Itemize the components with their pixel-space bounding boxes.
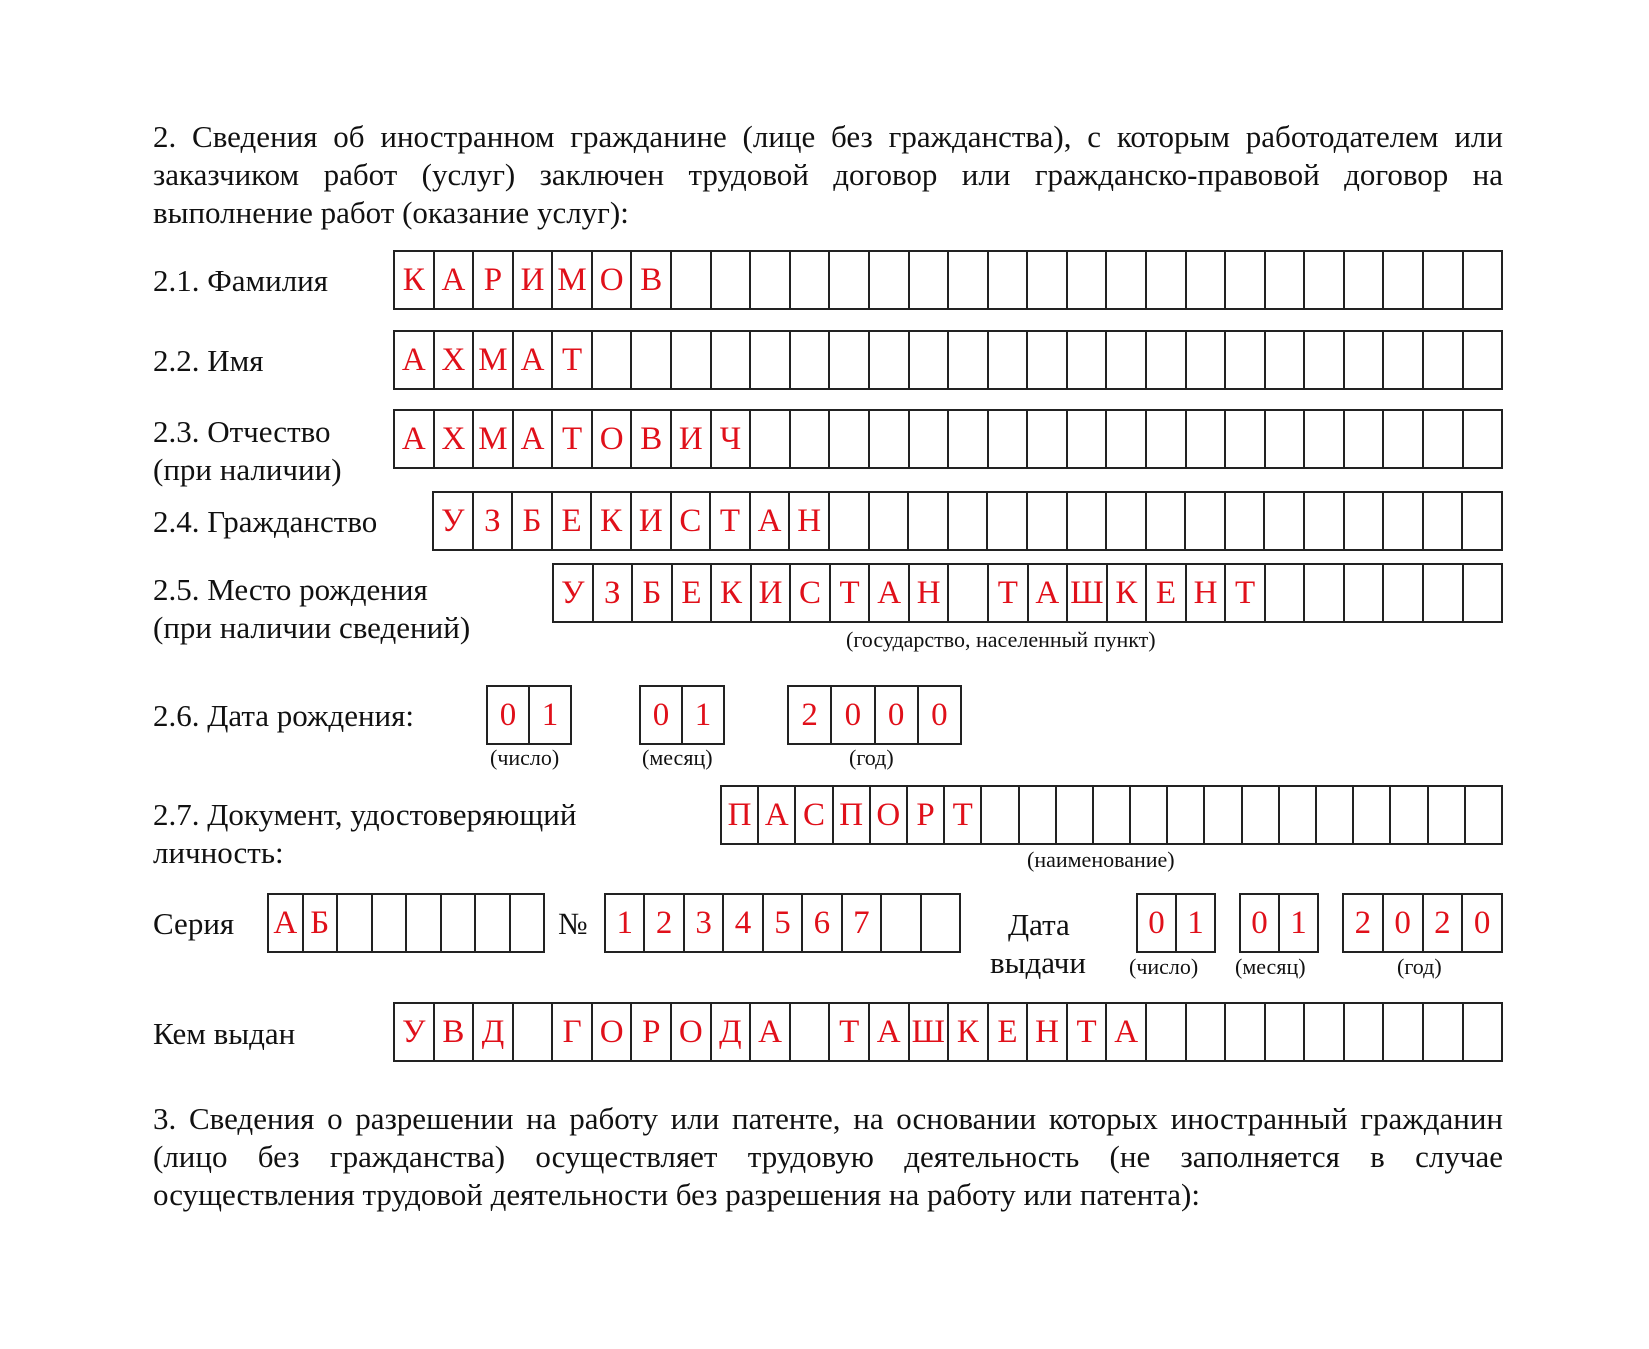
surname-cell[interactable]: [751, 252, 791, 308]
issued-by-field[interactable]: [393, 1002, 1503, 1062]
birth-day-caption: (число): [490, 745, 560, 770]
doc-name-cell[interactable]: [1243, 787, 1280, 843]
series-cell[interactable]: [338, 895, 373, 951]
patronymic-cell[interactable]: Х: [435, 411, 475, 467]
surname-label: 2.1. Фамилия: [153, 263, 329, 298]
surname-cell[interactable]: [1464, 252, 1504, 308]
birthplace-cell[interactable]: [1424, 565, 1464, 621]
name-cell[interactable]: [1147, 332, 1187, 388]
citizenship-cell[interactable]: У: [434, 493, 474, 549]
name-field[interactable]: [393, 330, 1503, 390]
birthplace-cell[interactable]: Н: [1187, 565, 1227, 621]
surname-cell[interactable]: [791, 252, 831, 308]
surname-cell[interactable]: [1068, 252, 1108, 308]
issued-by-cell[interactable]: А: [1107, 1004, 1147, 1060]
issued-by-cell[interactable]: У: [395, 1004, 435, 1060]
issued-by-cell[interactable]: [791, 1004, 831, 1060]
doc-name-cell[interactable]: [1020, 787, 1057, 843]
birthplace-cell[interactable]: Т: [831, 565, 871, 621]
series-label: Серия: [153, 906, 235, 941]
doc-name-cell[interactable]: [1131, 787, 1168, 843]
name-cell[interactable]: [751, 332, 791, 388]
surname-cell[interactable]: [1107, 252, 1147, 308]
doc-name-cell[interactable]: [1280, 787, 1317, 843]
citizenship-cell[interactable]: К: [592, 493, 632, 549]
issued-by-cell[interactable]: [1464, 1004, 1504, 1060]
citizenship-cell[interactable]: И: [632, 493, 672, 549]
birthplace-cell[interactable]: Е: [673, 565, 713, 621]
issue-month-cell[interactable]: 1: [1280, 895, 1319, 951]
issued-by-cell[interactable]: В: [435, 1004, 475, 1060]
document-name-field[interactable]: [720, 785, 1503, 845]
citizenship-cell[interactable]: Т: [711, 493, 751, 549]
birthplace-caption: (государство, населенный пункт): [846, 627, 1156, 652]
surname-cell[interactable]: [1345, 252, 1385, 308]
patronymic-cell[interactable]: [791, 411, 831, 467]
surname-cell[interactable]: [1424, 252, 1464, 308]
patronymic-field[interactable]: [393, 409, 1503, 469]
issue-day-caption: (число): [1129, 954, 1199, 979]
number-cell[interactable]: 4: [724, 895, 763, 951]
section-3-heading: 3. Сведения о разрешении на работу или патенте, на основании которых иностранный гражданин (лицо без гражданства) осуществляет трудовую деятельность (не заполняется в случае осуществления трудовой деятельности без разрешения на работу или патента):: [153, 1101, 1503, 1212]
issued-by-cell[interactable]: [1187, 1004, 1227, 1060]
surname-cell[interactable]: И: [514, 252, 554, 308]
birthplace-cell[interactable]: Б: [633, 565, 673, 621]
issue-year-cell[interactable]: 0: [1463, 895, 1503, 951]
patronymic-cell[interactable]: [830, 411, 870, 467]
doc-name-cell[interactable]: [1057, 787, 1094, 843]
issue-month-field[interactable]: [1239, 893, 1319, 953]
issued-by-cell[interactable]: Д: [712, 1004, 752, 1060]
surname-cell[interactable]: [672, 252, 712, 308]
birthplace-cell[interactable]: И: [752, 565, 792, 621]
patronymic-cell[interactable]: [1187, 411, 1227, 467]
name-cell[interactable]: [1226, 332, 1266, 388]
patronymic-cell[interactable]: Т: [553, 411, 593, 467]
patronymic-cell[interactable]: [949, 411, 989, 467]
document-label-2: личность:: [153, 835, 284, 870]
doc-name-cell[interactable]: П: [722, 787, 759, 843]
document-label: 2.7. Документ, удостоверяющий: [153, 797, 577, 832]
name-cell[interactable]: [910, 332, 950, 388]
issued-by-cell[interactable]: Е: [989, 1004, 1029, 1060]
series-cell[interactable]: Б: [304, 895, 339, 951]
issue-day-field[interactable]: [1136, 893, 1216, 953]
birthdate-label: 2.6. Дата рождения:: [153, 698, 415, 733]
issued-by-cell[interactable]: [1147, 1004, 1187, 1060]
series-cell[interactable]: [407, 895, 442, 951]
doc-name-cell[interactable]: Р: [908, 787, 945, 843]
birthplace-cell[interactable]: Е: [1147, 565, 1187, 621]
issue-date-label-2: выдачи: [990, 945, 1086, 980]
patronymic-cell[interactable]: В: [632, 411, 672, 467]
name-cell[interactable]: [1266, 332, 1306, 388]
issued-by-label: Кем выдан: [153, 1016, 296, 1051]
patronymic-cell[interactable]: [1028, 411, 1068, 467]
birth-month-cell[interactable]: 0: [641, 687, 683, 743]
surname-cell[interactable]: [1028, 252, 1068, 308]
birthplace-cell[interactable]: [1384, 565, 1424, 621]
birth-year-cell[interactable]: 0: [919, 687, 962, 743]
surname-cell[interactable]: М: [553, 252, 593, 308]
doc-name-cell[interactable]: [1168, 787, 1205, 843]
patronymic-cell[interactable]: [910, 411, 950, 467]
patronymic-cell[interactable]: [1266, 411, 1306, 467]
birth-year-cell[interactable]: 2: [789, 687, 832, 743]
birth-month-field[interactable]: [639, 685, 725, 745]
citizenship-cell[interactable]: [949, 493, 989, 549]
citizenship-cell[interactable]: [1384, 493, 1424, 549]
series-cell[interactable]: А: [269, 895, 304, 951]
birthplace-cell[interactable]: [1345, 565, 1385, 621]
issue-year-caption: (год): [1397, 954, 1442, 979]
issued-by-cell[interactable]: [1345, 1004, 1385, 1060]
issued-by-cell[interactable]: [1226, 1004, 1266, 1060]
surname-cell[interactable]: К: [395, 252, 435, 308]
surname-cell[interactable]: [712, 252, 752, 308]
surname-cell[interactable]: [949, 252, 989, 308]
doc-name-cell[interactable]: А: [759, 787, 796, 843]
surname-cell[interactable]: А: [435, 252, 475, 308]
number-cell[interactable]: 6: [803, 895, 842, 951]
birth-year-cell[interactable]: 0: [876, 687, 919, 743]
issued-by-cell[interactable]: А: [870, 1004, 910, 1060]
citizenship-cell[interactable]: [1186, 493, 1226, 549]
citizenship-cell[interactable]: [1265, 493, 1305, 549]
doc-name-cell[interactable]: [1429, 787, 1466, 843]
document-name-caption: (наименование): [1027, 847, 1175, 872]
section-2-heading: 2. Сведения об иностранном гражданине (лице без гражданства), с которым работодателем или заказчиком работ (услуг) заключен трудовой договор или гражданско-правовой договор на выполнение работ (оказание услуг):: [153, 119, 1503, 230]
patronymic-cell[interactable]: [751, 411, 791, 467]
citizenship-cell[interactable]: [909, 493, 949, 549]
surname-cell[interactable]: [830, 252, 870, 308]
citizenship-cell[interactable]: [1305, 493, 1345, 549]
patronymic-cell[interactable]: [1345, 411, 1385, 467]
issued-by-cell[interactable]: О: [593, 1004, 633, 1060]
patronymic-cell[interactable]: [1384, 411, 1424, 467]
birth-day-field[interactable]: [486, 685, 572, 745]
citizenship-cell[interactable]: [1028, 493, 1068, 549]
birthplace-field[interactable]: [552, 563, 1503, 623]
doc-name-cell[interactable]: [1354, 787, 1391, 843]
birth-day-cell[interactable]: 0: [488, 687, 530, 743]
doc-name-cell[interactable]: П: [834, 787, 871, 843]
surname-cell[interactable]: [1226, 252, 1266, 308]
surname-cell[interactable]: [1187, 252, 1227, 308]
doc-name-cell[interactable]: [1317, 787, 1354, 843]
patronymic-cell[interactable]: [1464, 411, 1504, 467]
doc-name-cell[interactable]: [1466, 787, 1503, 843]
surname-cell[interactable]: [1266, 252, 1306, 308]
name-cell[interactable]: [712, 332, 752, 388]
name-cell[interactable]: А: [395, 332, 435, 388]
patronymic-cell[interactable]: [1107, 411, 1147, 467]
issued-by-cell[interactable]: [1266, 1004, 1306, 1060]
name-cell[interactable]: [1068, 332, 1108, 388]
birthplace-cell[interactable]: С: [791, 565, 831, 621]
birthplace-cell[interactable]: К: [712, 565, 752, 621]
issued-by-cell[interactable]: Г: [553, 1004, 593, 1060]
citizenship-cell[interactable]: [1424, 493, 1464, 549]
surname-field[interactable]: [393, 250, 1503, 310]
patronymic-cell[interactable]: О: [593, 411, 633, 467]
birthplace-label: 2.5. Место рождения: [153, 572, 428, 607]
name-cell[interactable]: [830, 332, 870, 388]
birth-year-field[interactable]: [787, 685, 962, 745]
name-cell[interactable]: Х: [435, 332, 475, 388]
patronymic-cell[interactable]: [1226, 411, 1266, 467]
birthplace-cell[interactable]: У: [554, 565, 594, 621]
issue-year-cell[interactable]: 2: [1424, 895, 1464, 951]
name-cell[interactable]: [593, 332, 633, 388]
name-cell[interactable]: [1424, 332, 1464, 388]
name-cell[interactable]: [949, 332, 989, 388]
birth-day-cell[interactable]: 1: [530, 687, 572, 743]
patronymic-cell[interactable]: И: [672, 411, 712, 467]
issue-day-cell[interactable]: 1: [1177, 895, 1216, 951]
series-cell[interactable]: [476, 895, 511, 951]
doc-name-cell[interactable]: [1391, 787, 1428, 843]
birthplace-cell[interactable]: [949, 565, 989, 621]
birthplace-cell[interactable]: [1464, 565, 1504, 621]
citizenship-cell[interactable]: [1463, 493, 1503, 549]
doc-name-cell[interactable]: Т: [945, 787, 982, 843]
patronymic-label: 2.3. Отчество: [153, 414, 331, 449]
name-cell[interactable]: М: [474, 332, 514, 388]
surname-cell[interactable]: [870, 252, 910, 308]
citizenship-cell[interactable]: [988, 493, 1028, 549]
birthplace-cell[interactable]: Н: [910, 565, 950, 621]
citizenship-cell[interactable]: [1345, 493, 1385, 549]
patronymic-cell[interactable]: М: [474, 411, 514, 467]
citizenship-field[interactable]: [432, 491, 1503, 551]
name-cell[interactable]: [1384, 332, 1424, 388]
issued-by-cell[interactable]: К: [949, 1004, 989, 1060]
name-cell[interactable]: [1305, 332, 1345, 388]
name-cell[interactable]: [791, 332, 831, 388]
patronymic-note: (при наличии): [153, 452, 342, 487]
patronymic-cell[interactable]: А: [395, 411, 435, 467]
number-cell[interactable]: 2: [645, 895, 684, 951]
name-cell[interactable]: [1107, 332, 1147, 388]
patronymic-cell[interactable]: [989, 411, 1029, 467]
number-label: №: [558, 906, 588, 941]
name-cell[interactable]: А: [514, 332, 554, 388]
name-cell[interactable]: [1028, 332, 1068, 388]
citizenship-cell[interactable]: Е: [553, 493, 593, 549]
issue-year-cell[interactable]: 0: [1384, 895, 1424, 951]
patronymic-cell[interactable]: [1424, 411, 1464, 467]
name-cell[interactable]: [1345, 332, 1385, 388]
citizenship-label: 2.4. Гражданство: [153, 504, 378, 539]
name-label: 2.2. Имя: [153, 343, 264, 378]
patronymic-cell[interactable]: [1147, 411, 1187, 467]
issued-by-cell[interactable]: О: [672, 1004, 712, 1060]
birthplace-note: (при наличии сведений): [153, 610, 471, 645]
birth-month-cell[interactable]: 1: [683, 687, 725, 743]
patronymic-cell[interactable]: [1305, 411, 1345, 467]
name-cell[interactable]: [672, 332, 712, 388]
number-cell[interactable]: 1: [606, 895, 645, 951]
surname-cell[interactable]: [1384, 252, 1424, 308]
surname-cell[interactable]: Р: [474, 252, 514, 308]
doc-name-cell[interactable]: [982, 787, 1019, 843]
citizenship-cell[interactable]: [1068, 493, 1108, 549]
doc-name-cell[interactable]: С: [796, 787, 833, 843]
citizenship-cell[interactable]: [1147, 493, 1187, 549]
issued-by-cell[interactable]: Т: [1068, 1004, 1108, 1060]
citizenship-cell[interactable]: З: [474, 493, 514, 549]
series-cell[interactable]: [442, 895, 477, 951]
citizenship-cell[interactable]: [830, 493, 870, 549]
birthplace-cell[interactable]: Ш: [1068, 565, 1108, 621]
issue-year-field[interactable]: [1342, 893, 1503, 953]
doc-name-cell[interactable]: [1094, 787, 1131, 843]
issue-day-cell[interactable]: 0: [1138, 895, 1177, 951]
name-cell[interactable]: [1187, 332, 1227, 388]
doc-name-cell[interactable]: [1205, 787, 1242, 843]
number-cell[interactable]: 5: [764, 895, 803, 951]
surname-cell[interactable]: О: [593, 252, 633, 308]
birth-year-cell[interactable]: 0: [832, 687, 875, 743]
issue-year-cell[interactable]: 2: [1344, 895, 1384, 951]
birthplace-cell[interactable]: [1305, 565, 1345, 621]
series-cell[interactable]: [373, 895, 408, 951]
issued-by-cell[interactable]: А: [751, 1004, 791, 1060]
issued-by-cell[interactable]: Р: [632, 1004, 672, 1060]
citizenship-cell[interactable]: А: [751, 493, 791, 549]
citizenship-cell[interactable]: Н: [790, 493, 830, 549]
issue-month-caption: (месяц): [1235, 954, 1306, 979]
name-cell[interactable]: [989, 332, 1029, 388]
series-cell[interactable]: [511, 895, 546, 951]
issued-by-cell[interactable]: [1384, 1004, 1424, 1060]
number-cell[interactable]: 3: [685, 895, 724, 951]
birth-year-caption: (год): [849, 745, 894, 770]
doc-name-cell[interactable]: О: [871, 787, 908, 843]
surname-cell[interactable]: [1147, 252, 1187, 308]
issued-by-cell[interactable]: [1424, 1004, 1464, 1060]
birthplace-cell[interactable]: К: [1108, 565, 1148, 621]
surname-cell[interactable]: В: [632, 252, 672, 308]
name-cell[interactable]: [1464, 332, 1504, 388]
series-field[interactable]: [267, 893, 545, 953]
citizenship-cell[interactable]: [1226, 493, 1266, 549]
issue-date-label: Дата: [1008, 907, 1070, 942]
surname-cell[interactable]: [910, 252, 950, 308]
citizenship-cell[interactable]: [870, 493, 910, 549]
name-cell[interactable]: Т: [553, 332, 593, 388]
number-cell[interactable]: [922, 895, 961, 951]
issued-by-cell[interactable]: Д: [474, 1004, 514, 1060]
issued-by-cell[interactable]: Н: [1028, 1004, 1068, 1060]
surname-cell[interactable]: [1305, 252, 1345, 308]
birthplace-cell[interactable]: З: [594, 565, 634, 621]
birthplace-cell[interactable]: Т: [989, 565, 1029, 621]
birthplace-cell[interactable]: А: [870, 565, 910, 621]
citizenship-cell[interactable]: [1107, 493, 1147, 549]
citizenship-cell[interactable]: Б: [513, 493, 553, 549]
patronymic-cell[interactable]: [870, 411, 910, 467]
birth-month-caption: (месяц): [642, 745, 713, 770]
issued-by-cell[interactable]: Ш: [910, 1004, 950, 1060]
issued-by-cell[interactable]: Т: [830, 1004, 870, 1060]
issue-month-cell[interactable]: 0: [1241, 895, 1280, 951]
surname-cell[interactable]: [989, 252, 1029, 308]
citizenship-cell[interactable]: С: [672, 493, 712, 549]
birthplace-cell[interactable]: [1266, 565, 1306, 621]
name-cell[interactable]: [870, 332, 910, 388]
number-cell[interactable]: [882, 895, 921, 951]
name-cell[interactable]: [632, 332, 672, 388]
issued-by-cell[interactable]: [514, 1004, 554, 1060]
number-cell[interactable]: 7: [843, 895, 882, 951]
number-field[interactable]: [604, 893, 961, 953]
patronymic-cell[interactable]: Ч: [712, 411, 752, 467]
patronymic-cell[interactable]: [1068, 411, 1108, 467]
birthplace-cell[interactable]: А: [1029, 565, 1069, 621]
birthplace-cell[interactable]: Т: [1226, 565, 1266, 621]
issued-by-cell[interactable]: [1305, 1004, 1345, 1060]
patronymic-cell[interactable]: А: [514, 411, 554, 467]
